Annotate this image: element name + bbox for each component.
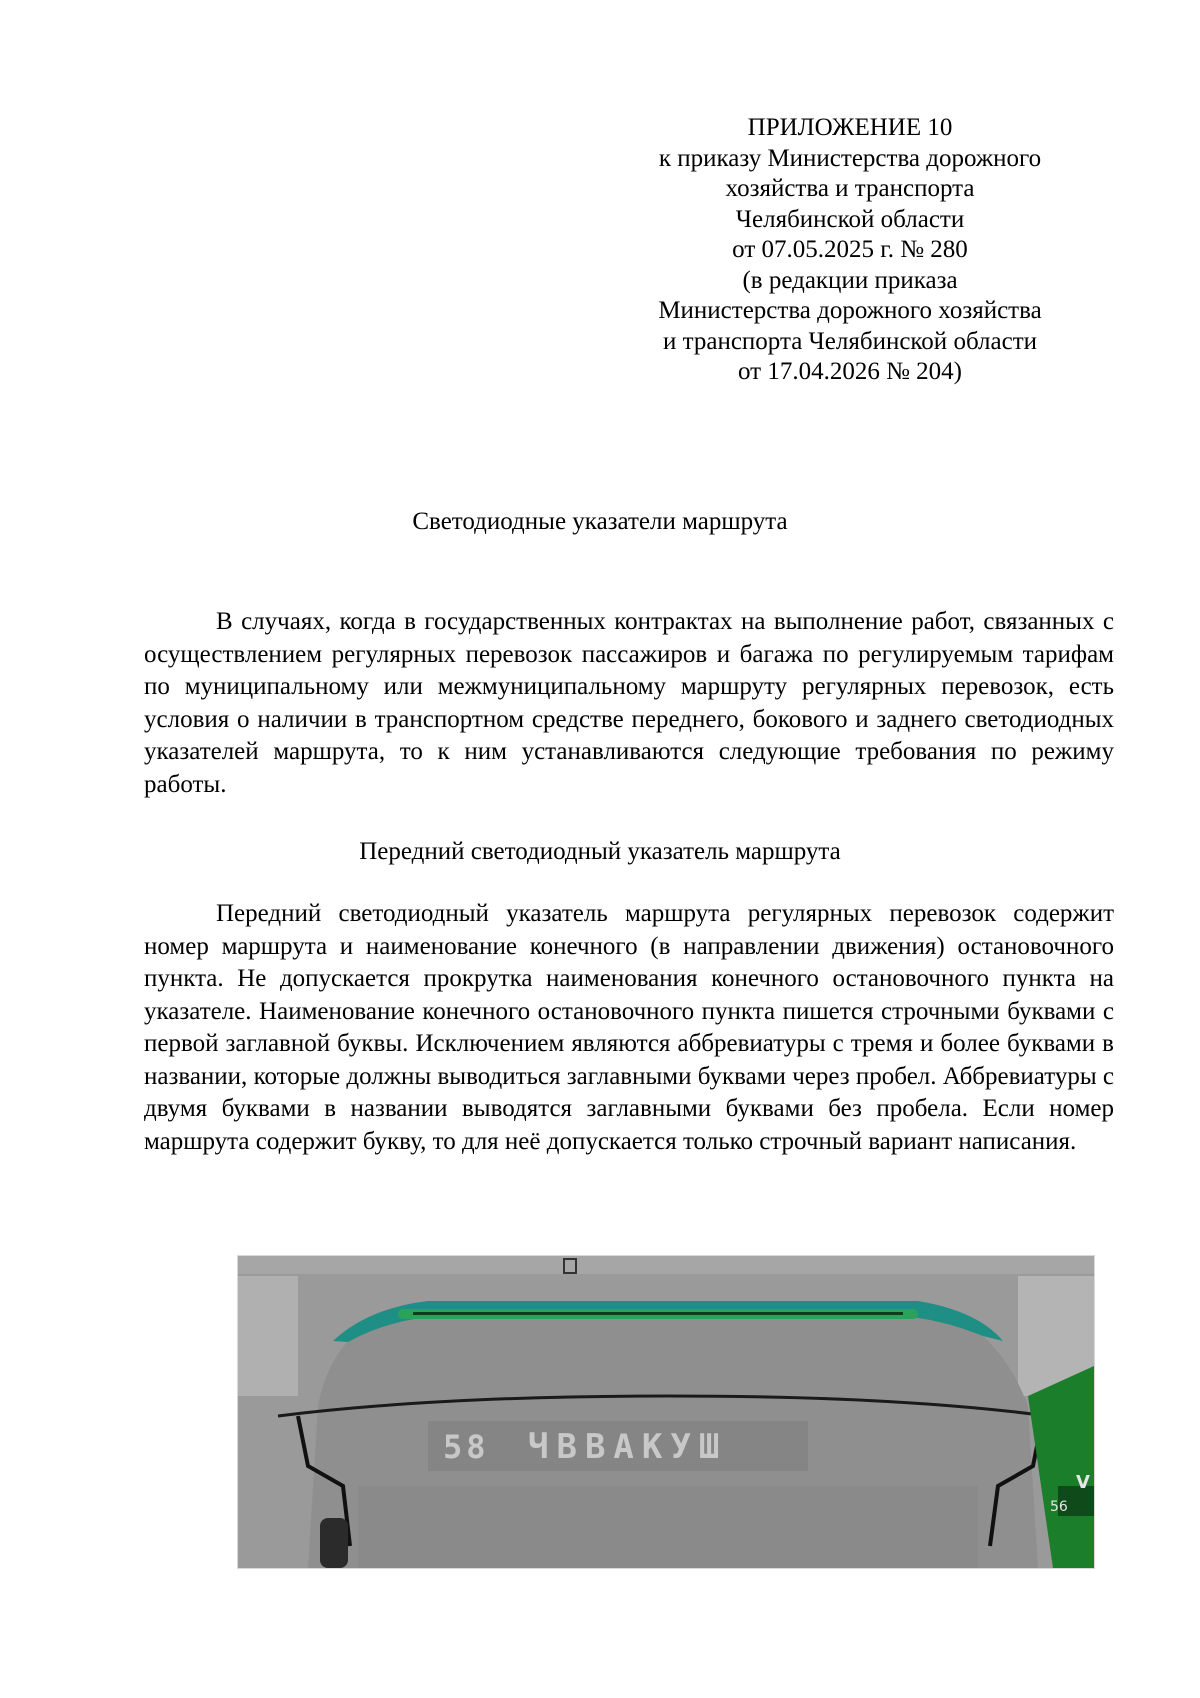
led-destination: ЧВВАКУШ bbox=[528, 1427, 728, 1467]
side-bus-letter: V bbox=[1076, 1472, 1090, 1493]
intro-paragraph: В случаях, когда в государственных контрактах на выполнение работ, связанных с осуществлением регулярных перевозок пассажиров и багажа по регулируемым тарифам по муниципальному или межмуниципальному маршруту регулярных перевозок, есть условия о наличии в транспортном средстве переднего, бокового и заднего светодиодных указателей маршрута, то к ним устанавливаются следующие требования по режиму работы. bbox=[144, 608, 1114, 798]
document-title: Светодиодные указатели маршрута bbox=[412, 508, 788, 535]
section-title: Передний светодиодный указатель маршрута bbox=[359, 838, 841, 865]
header-line: от 17.04.2026 № 204) bbox=[737, 358, 963, 385]
header-line: хозяйства и транспорта bbox=[725, 175, 975, 202]
header-line: к приказу Министерства дорожного bbox=[658, 144, 1042, 172]
bus-front-photo bbox=[237, 1255, 1095, 1569]
section-paragraph: Передний светодиодный указатель маршрута регулярных перевозок содержит номер маршрута и наименование конечного (в направлении движения) остановочного пункта. Не допускается прокрутка наименования конечного остановочного пункта на указателе. Наименование конечного остановочного пункта пишется строчными буквами с первой заглавной буквы. Исключением являются аббревиатуры с тремя и более буквами в названии, которые должны выводиться заглавными буквами через пробел. Аббревиатуры с двумя буквами в названии выводятся заглавными буквами без пробела. Если номер маршрута содержит букву, то для неё допускается только строчный вариант написания. bbox=[144, 900, 1114, 1155]
led-route-number: 58 bbox=[443, 1428, 490, 1466]
appendix-header bbox=[600, 113, 1100, 388]
header-line: Министерства дорожного хозяйства bbox=[658, 297, 1042, 324]
header-line: (в редакции приказа bbox=[742, 266, 958, 294]
header-line: ПРИЛОЖЕНИЕ 10 bbox=[747, 114, 953, 141]
header-line: и транспорта Челябинской области bbox=[662, 327, 1038, 355]
side-bus-number: 56 bbox=[1050, 1499, 1068, 1515]
header-line: от 07.05.2025 г. № 280 bbox=[732, 236, 968, 263]
header-line: Челябинской области bbox=[735, 205, 965, 233]
